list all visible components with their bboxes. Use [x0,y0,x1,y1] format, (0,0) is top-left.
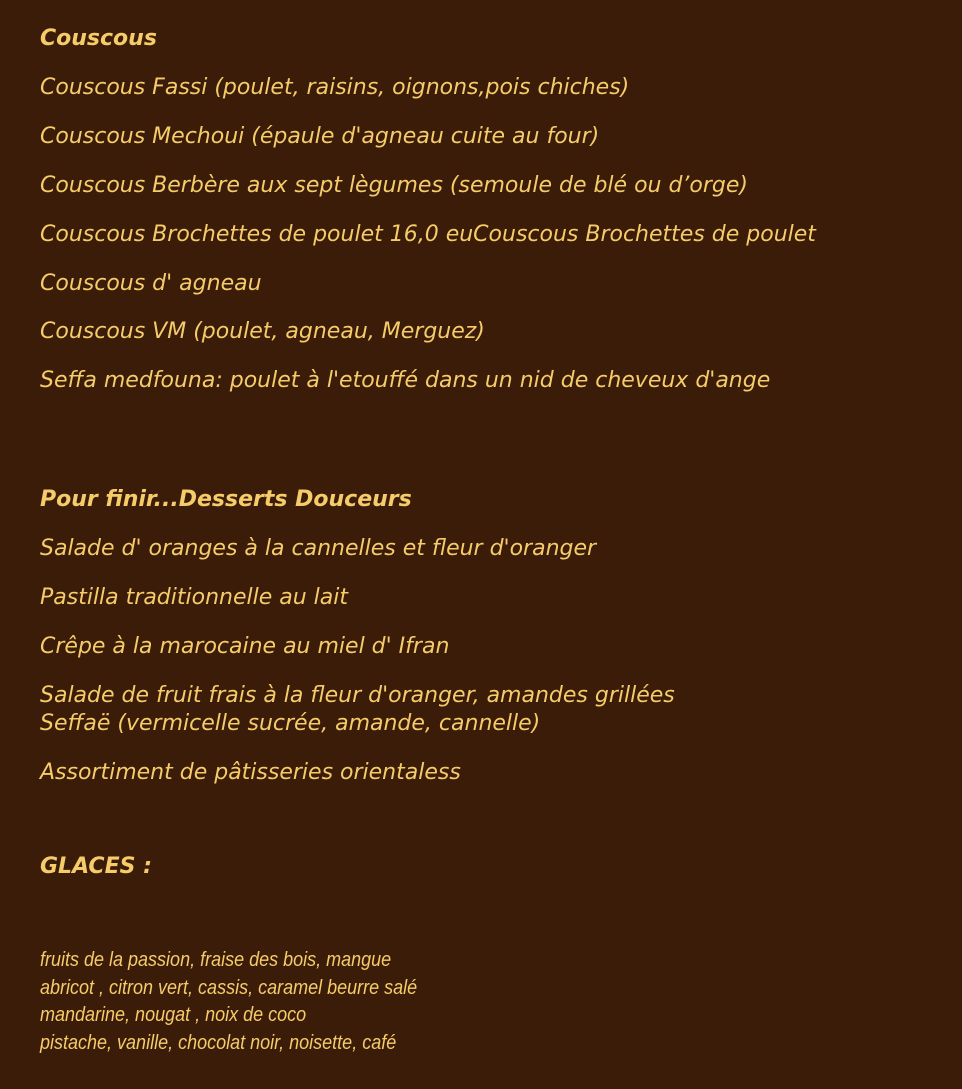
menu-item [40,74,940,102]
glaces-line: mandarine, nougat , noix de coco [40,1004,307,1026]
menu-item [40,221,940,249]
glaces-section [40,853,940,881]
couscous-item-fassi: Couscous Fassi (poulet, raisins, oignons,pois chiches) [40,75,630,100]
glaces-flavors [40,947,940,1057]
menu-item [40,123,940,151]
couscous-item-berbere: Couscous Berbère aux sept lègumes (semoule de blé ou d’orge) [40,173,749,198]
couscous-item-vm: Couscous VM (poulet, agneau, Merguez) [40,319,485,344]
dessert-item-seffae: Seffaë (vermicelle sucrée, amande, cannelle) [40,711,541,736]
menu-item [40,584,940,612]
glaces-line: pistache, vanille, chocolat noir, noisette, café [40,1031,397,1054]
menu-item [40,682,940,738]
menu-item [40,318,940,346]
couscous-item-seffa: Seffa medfouna: poulet à l'etouffé dans un nid de cheveux d'ange [40,368,771,393]
desserts-section [40,486,940,514]
glaces-title: GLACES : [40,854,152,879]
couscous-title: Couscous [40,26,157,51]
couscous-section [40,25,940,53]
couscous-item-brochettes: Couscous Brochettes de poulet 16,0 euCouscous Brochettes de poulet [40,222,816,247]
menu-item [40,759,940,787]
dessert-item-combined [40,682,940,738]
menu-item [40,633,940,661]
glaces-line: fruits de la passion, fraise des bois, mangue [40,949,392,971]
couscous-item-mechoui: Couscous Mechoui (épaule d'agneau cuite au four) [40,124,600,149]
glaces-line: abricot , citron vert, cassis, caramel beurre salé [40,976,418,999]
couscous-item-agneau: Couscous d' agneau [40,271,262,296]
dessert-item-salade-fruit: Salade de fruit frais à la fleur d'oranger, amandes grillées [40,683,675,708]
dessert-item-pastilla: Pastilla traditionnelle au lait [40,585,348,610]
menu-item [40,535,940,563]
dessert-item-patisseries: Assortiment de pâtisseries orientaless [40,760,461,785]
menu-item [40,367,940,395]
desserts-title: Pour finir...Desserts Douceurs [40,487,412,512]
menu-item [40,172,940,200]
dessert-item-oranges: Salade d' oranges à la cannelles et fleur d'oranger [40,536,597,561]
dessert-item-crepe: Crêpe à la marocaine au miel d' Ifran [40,634,450,659]
menu-item [40,270,940,298]
